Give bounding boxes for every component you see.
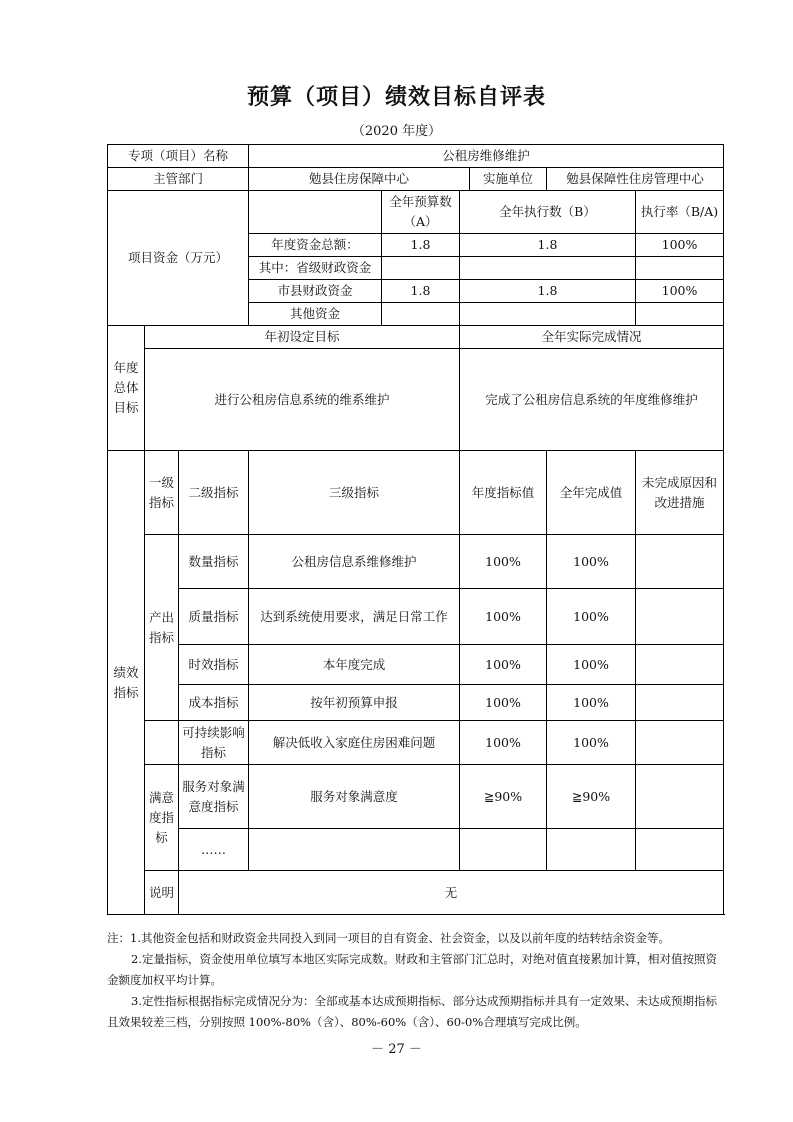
page-title: 预算（项目）绩效目标自评表 [246,84,546,110]
funds-blank-header [249,191,382,234]
sustain-l1 [145,721,179,765]
funds-row-name: 市县财政资金 [249,280,382,303]
project-name-row [108,145,724,168]
output-row [108,685,724,721]
output-done: 100% [547,535,636,589]
ellipsis-done [547,829,636,871]
satisfaction-target: ≧90% [460,765,547,829]
note-2: 2.定量指标，资金使用单位填写本地区实际完成数。财政和主管部门汇总时，对绝对值直接累加计算，相对值按照资金额度加权平均计算。 [107,952,717,987]
notes [107,928,723,1033]
ellipsis-l3 [249,829,460,871]
perf-header-row [108,451,724,535]
funds-row-b: 1.8 [460,234,636,257]
self-evaluation-table [107,144,724,915]
funds-header-rate: 执行率（B/A) [636,191,724,234]
output-l2: 成本指标 [179,685,249,721]
output-row [108,645,724,685]
output-target: 100% [460,685,547,721]
sustain-l2: 可持续影响指标 [179,721,249,765]
level1-header: 一级指标 [145,451,179,535]
level3-header: 三级指标 [249,451,460,535]
funds-row-rate: 100% [636,234,724,257]
sustain-l3: 解决低收入家庭住房困难问题 [249,721,460,765]
funds-row-a [382,257,460,280]
satisfaction-l2: 服务对象满意度指标 [179,765,249,829]
perf-label: 绩效指标 [108,451,145,915]
funds-row-name: 其中：省级财政资金 [249,257,382,280]
output-target: 100% [460,535,547,589]
note-1: 注：1.其他资金包括和财政资金共同投入到同一项目的自有资金、社会资金，以及以前年度的结转结余资金等。 [107,931,670,945]
remark-value: 无 [179,871,724,915]
impl-value: 勉县保障性住房管理中心 [547,168,724,191]
satisfaction-l3: 服务对象满意度 [249,765,460,829]
funds-row-a: 1.8 [382,280,460,303]
sustain-row [108,721,724,765]
project-name-label: 专项（项目）名称 [108,145,249,168]
ellipsis-reason [636,829,724,871]
project-name: 公租房维修维护 [249,145,724,168]
funds-header-row [108,191,724,234]
output-l3: 公租房信息系维修维护 [249,535,460,589]
funds-row-rate [636,303,724,326]
target-header: 年度指标值 [460,451,547,535]
output-row [108,535,724,589]
ellipsis-cell: …… [179,829,249,871]
impl-label: 实施单位 [470,168,547,191]
dept-value: 勉县住房保障中心 [249,168,470,191]
dept-row [108,168,724,191]
done-header: 全年完成值 [547,451,636,535]
output-done: 100% [547,645,636,685]
year-subtitle: （2020 年度） [351,124,442,139]
funds-row-rate [636,257,724,280]
reason-header: 未完成原因和改进措施 [636,451,724,535]
dept-label: 主管部门 [108,168,249,191]
sustain-reason [636,721,724,765]
funds-header-a: 全年预算数（A） [382,191,460,234]
satisfaction-label: 满意度指标 [145,765,179,871]
funds-row-rate: 100% [636,280,724,303]
overall-actual-header: 全年实际完成情况 [460,326,724,349]
remark-row [108,871,724,915]
funds-row-b [460,257,636,280]
overall-actual: 完成了公租房信息系统的年度维修维护 [460,349,724,451]
page-number: － 27 － [371,1042,422,1057]
output-reason [636,535,724,589]
overall-set-header: 年初设定目标 [145,326,460,349]
ellipsis-target [460,829,547,871]
ellipsis-row [108,829,724,871]
output-reason [636,589,724,645]
note-3: 3.定性指标根据指标完成情况分为：全部或基本达成预期指标、部分达成预期指标并具有一定效果、未达成预期指标且效果较差三档，分别按照 100%-80%（含）、80%-60%（含）、60-0%合理填写完成比例。 [107,994,717,1029]
funds-header-b: 全年执行数（B） [460,191,636,234]
funds-row-name: 年度资金总额： [249,234,382,257]
funds-label: 项目资金（万元） [108,191,249,326]
output-target: 100% [460,645,547,685]
overall-content-row [108,349,724,451]
output-reason [636,685,724,721]
output-l3: 按年初预算申报 [249,685,460,721]
output-done: 100% [547,589,636,645]
funds-row-name: 其他资金 [249,303,382,326]
output-l3: 本年度完成 [249,645,460,685]
output-l2: 时效指标 [179,645,249,685]
sustain-done: 100% [547,721,636,765]
funds-row-a [382,303,460,326]
output-target: 100% [460,589,547,645]
funds-row-b: 1.8 [460,280,636,303]
output-l3: 达到系统使用要求，满足日常工作 [249,589,460,645]
output-done: 100% [547,685,636,721]
output-l2: 数量指标 [179,535,249,589]
sustain-target: 100% [460,721,547,765]
satisfaction-reason [636,765,724,829]
overall-set: 进行公租房信息系统的维系维护 [145,349,460,451]
satisfaction-row [108,765,724,829]
output-reason [636,645,724,685]
remark-label: 说明 [145,871,179,915]
funds-row-a: 1.8 [382,234,460,257]
output-label: 产出指标 [145,535,179,721]
output-row [108,589,724,645]
overall-label: 年度总体目标 [108,326,145,451]
funds-row-b [460,303,636,326]
output-l2: 质量指标 [179,589,249,645]
satisfaction-done: ≧90% [547,765,636,829]
level2-header: 二级指标 [179,451,249,535]
overall-header-row [108,326,724,349]
